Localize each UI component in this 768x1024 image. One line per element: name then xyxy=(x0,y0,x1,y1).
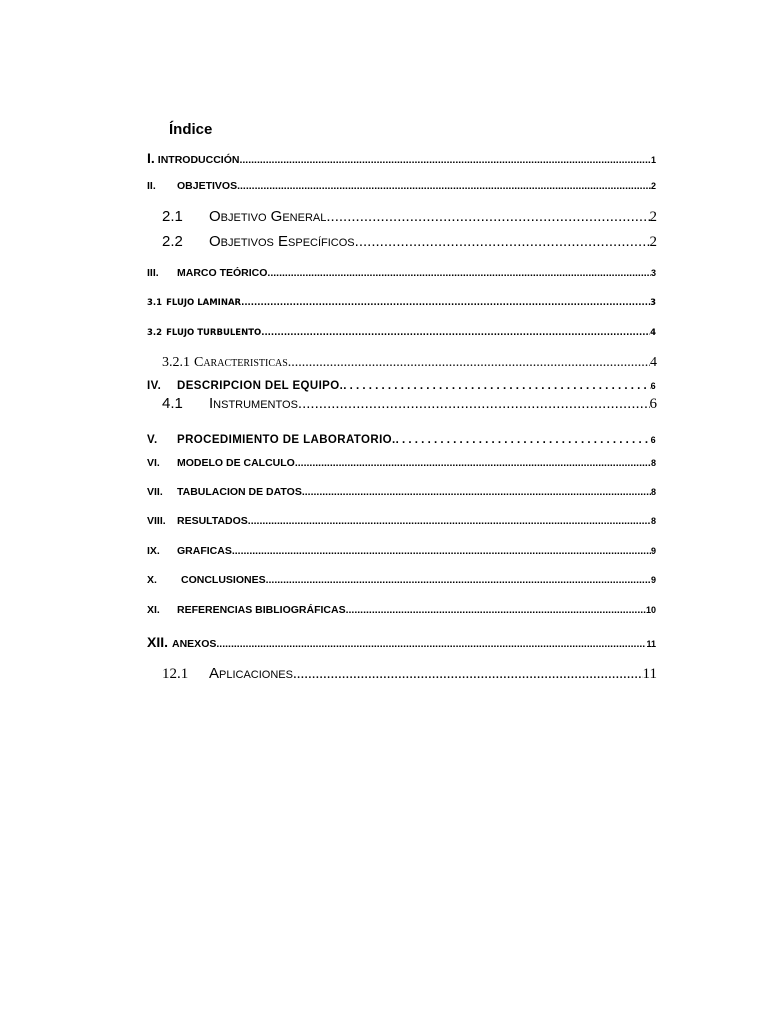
toc-page: 10 xyxy=(645,605,656,615)
toc-label: TABULACION DE DATOS xyxy=(177,486,302,498)
toc-page: 6 xyxy=(650,435,656,445)
toc-number: 12.1 xyxy=(162,666,189,682)
toc-leader xyxy=(326,208,649,225)
toc-entry-anexos[interactable] xyxy=(147,634,656,650)
toc-page: 8 xyxy=(650,458,656,468)
toc-leader xyxy=(293,666,643,683)
toc-number: X. xyxy=(147,574,157,586)
toc-leader xyxy=(298,457,651,469)
toc-page: 2 xyxy=(649,209,657,225)
toc-entry-modelo-calculo[interactable] xyxy=(147,457,656,469)
toc-leader xyxy=(270,267,651,279)
toc-entry-flujo-turbulento[interactable] xyxy=(147,328,656,338)
toc-entry-marco-teorico[interactable] xyxy=(147,267,656,279)
toc-label: PROCEDIMIENTO DE LABORATORIO. xyxy=(177,434,396,446)
toc-entry-objetivo-general[interactable] xyxy=(162,208,657,226)
toc-label: FLUJO LAMINAR xyxy=(166,298,242,308)
toc-number: IV. xyxy=(147,380,162,392)
toc-leader xyxy=(298,395,650,412)
toc-entry-tabulacion[interactable] xyxy=(147,486,656,498)
toc-number: XII. xyxy=(147,634,169,650)
toc-page: 9 xyxy=(650,575,656,585)
toc-number: IX. xyxy=(147,545,160,557)
toc-number: 3.2 xyxy=(147,328,163,338)
toc-label: ANEXOS xyxy=(172,638,217,650)
toc-label: Objetivo General xyxy=(209,208,327,225)
toc-number: 3.1 xyxy=(147,298,163,308)
toc-entry-instrumentos[interactable] xyxy=(162,395,657,413)
toc-leader xyxy=(240,180,651,192)
toc-page: 1 xyxy=(650,155,656,165)
toc-number: 2.1 xyxy=(162,208,183,225)
toc-entry-resultados[interactable] xyxy=(147,515,656,527)
toc-leader xyxy=(396,434,651,446)
toc-entry-caracteristicas[interactable] xyxy=(162,355,657,371)
toc-label: DESCRIPCIÓN DEL EQUIPO. xyxy=(177,380,344,392)
toc-label: Objetivos Específicos xyxy=(209,233,355,250)
toc-entry-objetivos[interactable] xyxy=(147,180,656,192)
toc-leader xyxy=(343,380,650,392)
toc-entry-descripcion-equipo[interactable] xyxy=(147,380,656,392)
toc-number: XI. xyxy=(147,604,160,616)
toc-leader xyxy=(288,355,650,371)
toc-page: 4 xyxy=(650,328,656,338)
toc-number: 2.2 xyxy=(162,233,183,250)
toc-number: I. xyxy=(147,150,155,166)
toc-page: 8 xyxy=(650,487,656,497)
toc-label: Caracteristicas xyxy=(194,355,288,370)
toc-entry-aplicaciones[interactable] xyxy=(162,665,657,683)
toc-entry-introduccion[interactable] xyxy=(147,150,656,166)
toc-page: 8 xyxy=(650,516,656,526)
toc-page: 6 xyxy=(650,381,656,391)
toc-number: 3.2.1 xyxy=(162,355,190,370)
toc-entry-objetivos-especificos[interactable] xyxy=(162,233,657,251)
toc-number: 4.1 xyxy=(162,395,183,412)
toc-leader xyxy=(216,638,646,650)
toc-number: V. xyxy=(147,434,158,446)
toc-leader xyxy=(235,545,651,557)
toc-page: 6 xyxy=(649,396,657,412)
toc-label: Instrumentos xyxy=(209,395,298,412)
toc-number: III. xyxy=(147,267,159,279)
toc-number: VI. xyxy=(147,457,160,469)
toc-number: II. xyxy=(147,180,156,192)
toc-page: 2 xyxy=(649,234,657,250)
toc-page: 4 xyxy=(650,355,657,370)
toc-page: 11 xyxy=(642,666,657,682)
toc-number: VII. xyxy=(147,486,163,498)
toc-label: OBJETIVOS. xyxy=(177,180,241,192)
toc-leader xyxy=(239,154,651,166)
toc-number: VIII. xyxy=(147,515,166,527)
index-title: Índice xyxy=(169,121,213,138)
toc-leader xyxy=(266,574,651,586)
toc-label: MARCO TEÓRICO. xyxy=(177,267,271,279)
toc-leader xyxy=(302,486,651,498)
toc-leader xyxy=(251,515,651,527)
toc-page: 3 xyxy=(650,268,656,278)
toc-label: Aplicaciones xyxy=(209,665,293,682)
toc-label: MODELO DE CALCULO. xyxy=(177,457,298,469)
toc-page: 2 xyxy=(650,181,656,191)
toc-entry-graficas[interactable] xyxy=(147,545,656,557)
toc-entry-conclusiones[interactable] xyxy=(147,574,656,586)
toc-page: 11 xyxy=(646,639,656,649)
toc-label: CONCLUSIONES xyxy=(181,574,266,586)
toc-label: REFERENCIAS BIBLIOGRÁFICAS. xyxy=(177,604,349,616)
toc-leader xyxy=(241,298,650,308)
toc-leader xyxy=(261,328,650,338)
toc-label: INTRODUCCIÓN xyxy=(157,154,240,166)
toc-label: FLUJO TURBULENTO xyxy=(166,328,262,338)
toc-label: GRAFICAS. xyxy=(177,545,235,557)
toc-entry-procedimiento[interactable] xyxy=(147,434,656,446)
toc-page: 9 xyxy=(650,546,656,556)
toc-page: 3 xyxy=(650,298,656,308)
toc-leader xyxy=(355,233,650,250)
toc-entry-referencias[interactable] xyxy=(147,604,656,616)
toc-leader xyxy=(349,604,646,616)
toc-label: RESULTADOS. xyxy=(177,515,251,527)
toc-entry-flujo-laminar[interactable] xyxy=(147,298,656,308)
